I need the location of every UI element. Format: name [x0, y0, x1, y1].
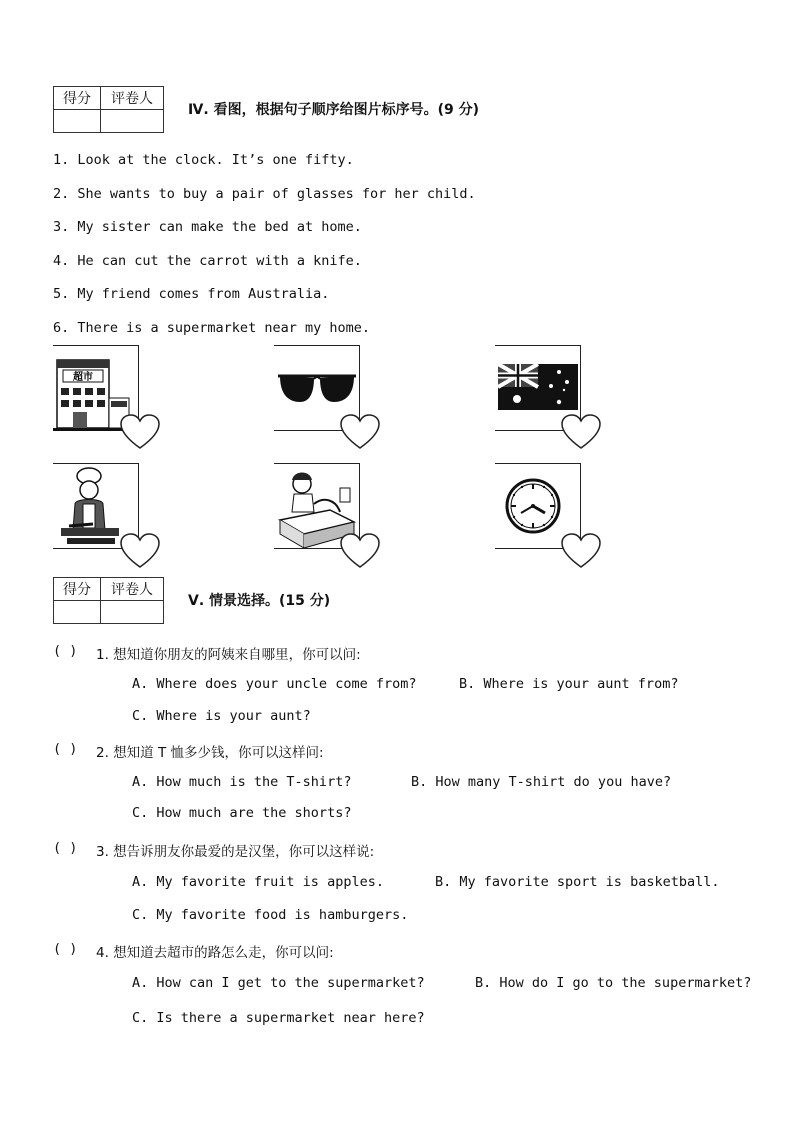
sentence-6: 6. There is a supermarket near my home.: [53, 320, 370, 336]
heart-answer-box-3[interactable]: [561, 414, 601, 450]
question-3-option-b: B. My favorite sport is basketball.: [435, 874, 720, 890]
question-4-stem: 4. 想知道去超市的路怎么走，你可以问:: [96, 945, 334, 961]
heart-answer-box-5[interactable]: [340, 533, 380, 569]
sentence-2: 2. She wants to buy a pair of glasses for her child.: [53, 186, 476, 202]
sentence-5: 5. My friend comes from Australia.: [53, 286, 330, 302]
question-3-stem: 3. 想告诉朋友你最爱的是汉堡，你可以这样说:: [96, 844, 375, 860]
section4-title: Ⅳ. 看图，根据句子顺序给图片标序号。(9 分): [188, 102, 479, 118]
grader-label: 评卷人: [101, 578, 164, 601]
question-4-option-b: B. How do I go to the supermarket?: [475, 975, 752, 991]
supermarket-sign: 超市: [73, 372, 93, 383]
heart-answer-box-4[interactable]: [120, 533, 160, 569]
score-cell[interactable]: [54, 601, 101, 624]
answer-paren-4[interactable]: ( ): [53, 941, 78, 957]
heart-answer-box-6[interactable]: [561, 533, 601, 569]
sentence-1: 1. Look at the clock. It’s one fifty.: [53, 152, 354, 168]
section5-title: Ⅴ. 情景选择。(15 分): [188, 593, 331, 609]
answer-paren-1[interactable]: ( ): [53, 643, 78, 659]
grader-cell[interactable]: [101, 110, 164, 133]
question-2-stem: 2. 想知道 T 恤多少钱，你可以这样问:: [96, 745, 324, 761]
grader-label: 评卷人: [101, 87, 164, 110]
answer-paren-3[interactable]: ( ): [53, 840, 78, 856]
question-1-option-c: C. Where is your aunt?: [132, 708, 311, 724]
grader-cell[interactable]: [101, 601, 164, 624]
question-2-option-c: C. How much are the shorts?: [132, 805, 352, 821]
score-label: 得分: [54, 578, 101, 601]
score-cell[interactable]: [54, 110, 101, 133]
question-4-option-c: C. Is there a supermarket near here?: [132, 1010, 425, 1026]
score-box-section5: [53, 577, 164, 624]
question-3-option-a: A. My favorite fruit is apples.: [132, 874, 384, 890]
question-2-option-b: B. How many T-shirt do you have?: [411, 774, 672, 790]
question-4-option-a: A. How can I get to the supermarket?: [132, 975, 425, 991]
question-1-option-b: B. Where is your aunt from?: [459, 676, 679, 692]
heart-answer-box-2[interactable]: [340, 414, 380, 450]
heart-answer-box-1[interactable]: [120, 414, 160, 450]
question-3-option-c: C. My favorite food is hamburgers.: [132, 907, 409, 923]
question-1-stem: 1. 想知道你朋友的阿姨来自哪里，你可以问:: [96, 647, 361, 663]
score-box-section4: [53, 86, 164, 133]
score-label: 得分: [54, 87, 101, 110]
question-1-option-a: A. Where does your uncle come from?: [132, 676, 417, 692]
sentence-4: 4. He can cut the carrot with a knife.: [53, 253, 362, 269]
question-2-option-a: A. How much is the T-shirt?: [132, 774, 352, 790]
sentence-3: 3. My sister can make the bed at home.: [53, 219, 362, 235]
answer-paren-2[interactable]: ( ): [53, 741, 78, 757]
